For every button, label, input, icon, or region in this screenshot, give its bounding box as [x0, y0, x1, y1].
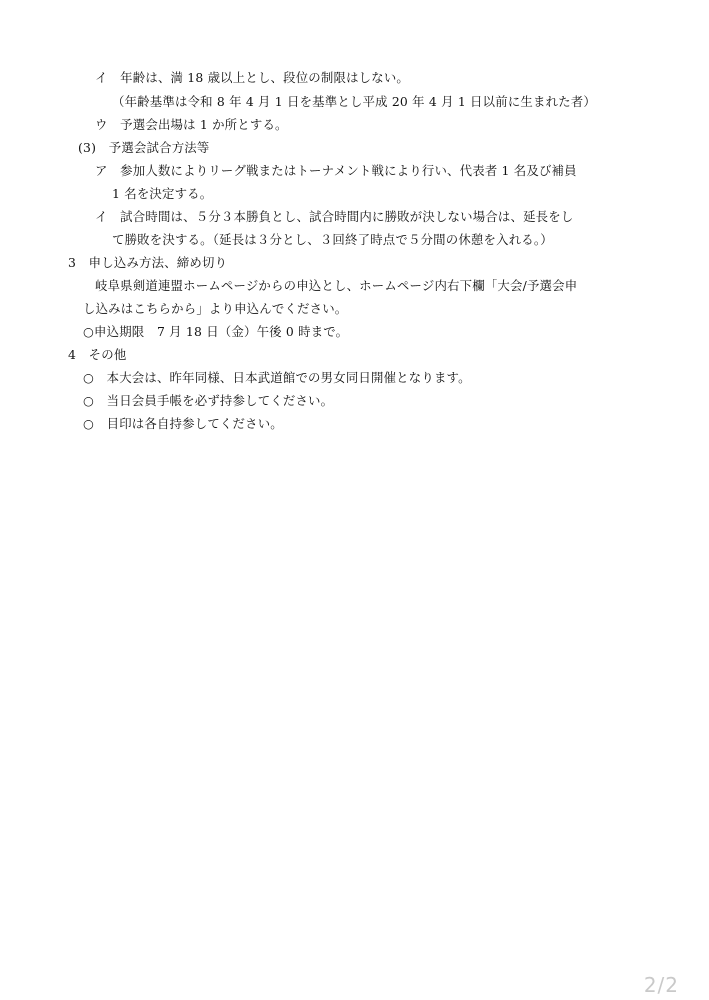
other-item-mark: ○ 目印は各自持参してください。: [83, 416, 283, 431]
heading-3-application: 3 申し込み方法、締め切り: [68, 255, 228, 270]
item-i-match-time: イ 試合時間は、５分３本勝負とし、試合時間内に勝敗が決しない場合は、延長をし: [95, 209, 574, 224]
item-a-format-cont: 1 名を決定する。: [112, 186, 213, 201]
heading-4-other: 4 その他: [68, 347, 127, 362]
application-deadline: ○申込期限 7 月 18 日（金）午後 0 時まで。: [83, 324, 349, 339]
application-text: 岐阜県剣道連盟ホームページからの申込とし、ホームページ内右下欄「大会/予選会申: [95, 278, 578, 293]
page-number: 2/2: [643, 973, 679, 997]
item-u-venue: ウ 予選会出場は 1 か所とする。: [95, 117, 288, 132]
other-item-venue: ○ 本大会は、昨年同様、日本武道館での男女同日開催となります。: [83, 370, 471, 385]
item-i-age: イ 年齢は、満 18 歳以上とし、段位の制限はしない。: [95, 70, 410, 85]
other-item-handbook: ○ 当日会員手帳を必ず持参してください。: [83, 393, 334, 408]
item-a-format: ア 参加人数によりリーグ戦またはトーナメント戦により行い、代表者 1 名及び補員: [95, 163, 577, 178]
age-criteria-note: （年齢基準は令和 8 年 4 月 1 日を基準とし平成 20 年 4 月 1 日以前に生まれた者）: [112, 94, 596, 109]
section-3-heading: (3) 予選会試合方法等: [78, 140, 210, 155]
application-text-cont: し込みはこちらから」より申込んでください。: [83, 301, 348, 316]
item-i-match-time-cont: て勝敗を決する。（延長は３分とし、３回終了時点で５分間の休憩を入れる。）: [112, 232, 553, 247]
